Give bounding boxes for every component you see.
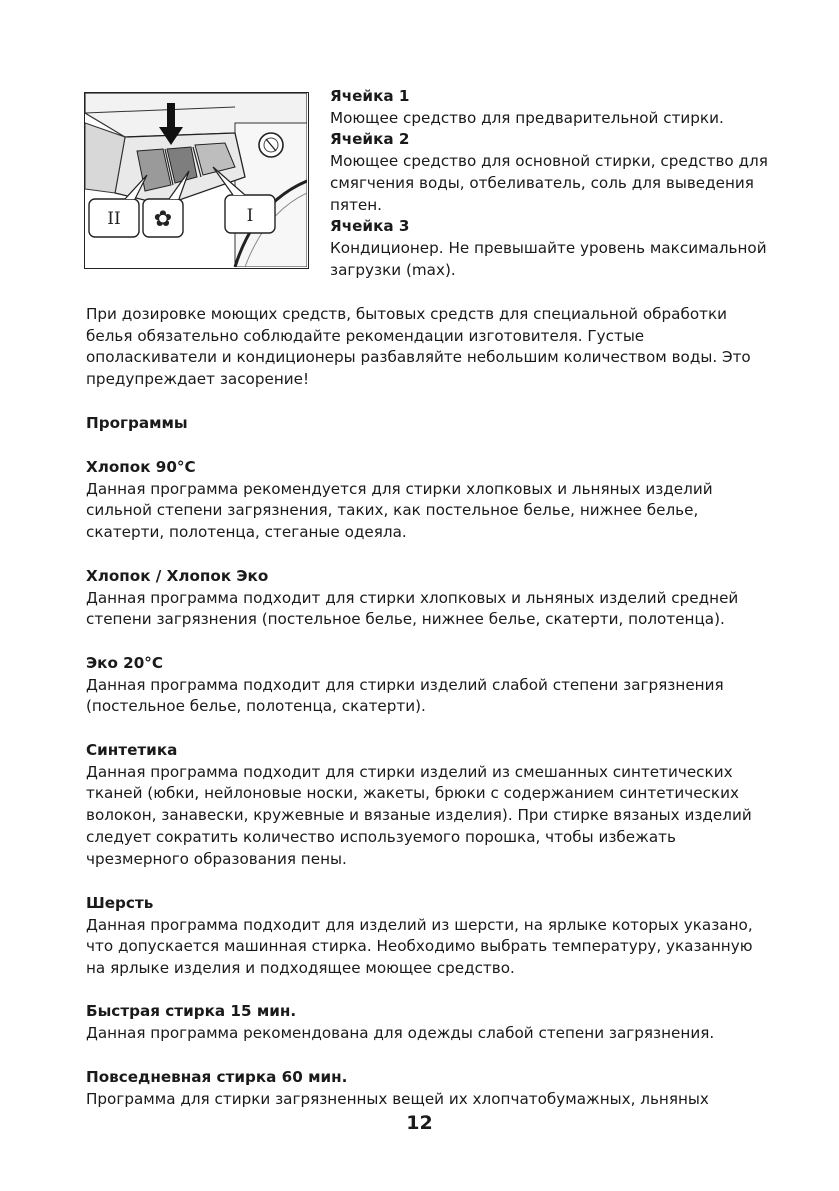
compartment-3-text: Кондиционер. Не превышайте уровень максимальной загрузки (max). bbox=[330, 238, 767, 279]
program-eco-20 bbox=[86, 653, 776, 718]
program-description: Данная программа подходит для стирки изделий из смешанных синтетических тканей (юбки, нейлоновые носки, жакеты, брюки с содержанием синтетических волокон, занавески, кружевные и вязаные изделия). При стирке вязаных изделий следует сократить количество используемого порошка, чтобы избежать чрезмерного образования пены. bbox=[86, 762, 752, 868]
compartment-3-title: Ячейка 3 bbox=[330, 217, 410, 236]
program-synthetics bbox=[86, 740, 776, 870]
compartment-1-title: Ячейка 1 bbox=[330, 87, 410, 105]
program-quick-15 bbox=[86, 1001, 776, 1044]
dial-knob-icon bbox=[259, 133, 283, 157]
compartment-1-text: Моющее средство для предварительной стирки. bbox=[330, 108, 724, 127]
program-title: Быстрая стирка 15 мин. bbox=[86, 1002, 297, 1020]
callout-label-ii: II bbox=[107, 209, 121, 229]
program-description: Данная программа рекомендована для одежды слабой степени загрязнения. bbox=[86, 1023, 715, 1042]
program-description: Программа для стирки загрязненных вещей их хлопчатобумажных, льняных bbox=[86, 1089, 709, 1108]
program-description: Данная программа подходит для стирки изделий слабой степени загрязнения (постельное белье, полотенца, скатерти). bbox=[86, 675, 724, 716]
program-cotton-90 bbox=[86, 457, 776, 544]
dosing-note: При дозировке моющих средств, бытовых средств для специальной обработки белья обязательно соблюдайте рекомендации изготовителя. Густые ополаскиватели и кондиционеры разбавляйте небольшим количеством воды. Это предупреждает засорение! bbox=[86, 305, 751, 389]
callout-label-i: I bbox=[246, 206, 254, 226]
compartment-descriptions bbox=[330, 86, 770, 281]
program-wool bbox=[86, 893, 776, 980]
program-title: Хлопок / Хлопок Эко bbox=[86, 567, 269, 585]
program-title: Повседневная стирка 60 мин. bbox=[86, 1068, 348, 1086]
program-cotton-eco bbox=[86, 566, 776, 631]
programs-heading: Программы bbox=[86, 414, 188, 432]
program-description: Данная программа подходит для стирки хлопковых и льняных изделий средней степени загрязнения (постельное белье, нижнее белье, скатерти, полотенца). bbox=[86, 588, 739, 629]
page-number: 12 bbox=[406, 1112, 433, 1134]
program-description: Данная программа рекомендуется для стирки хлопковых и льняных изделий сильной степени загрязнения, таких, как постельное белье, нижнее белье, скатерти, полотенца, стеганые одеяла. bbox=[86, 479, 713, 542]
detergent-drawer-illustration bbox=[84, 92, 309, 269]
program-title: Синтетика bbox=[86, 741, 178, 759]
program-daily-60 bbox=[86, 1067, 776, 1110]
compartment-2-text: Моющее средство для основной стирки, средство для смягчения воды, отбеливатель, соль для выведения пятен. bbox=[330, 152, 768, 214]
program-title: Эко 20°C bbox=[86, 654, 164, 672]
program-title: Шерсть bbox=[86, 894, 154, 912]
compartment-2-title: Ячейка 2 bbox=[330, 130, 410, 149]
program-title: Хлопок 90°C bbox=[86, 458, 196, 476]
program-description: Данная программа подходит для изделий из шерсти, на ярлыке которых указано, что допускается машинная стирка. Необходимо выбрать температуру, указанную на ярлыке изделия и подходящее моющее средство. bbox=[86, 915, 753, 978]
flower-icon: ✿ bbox=[153, 207, 173, 232]
